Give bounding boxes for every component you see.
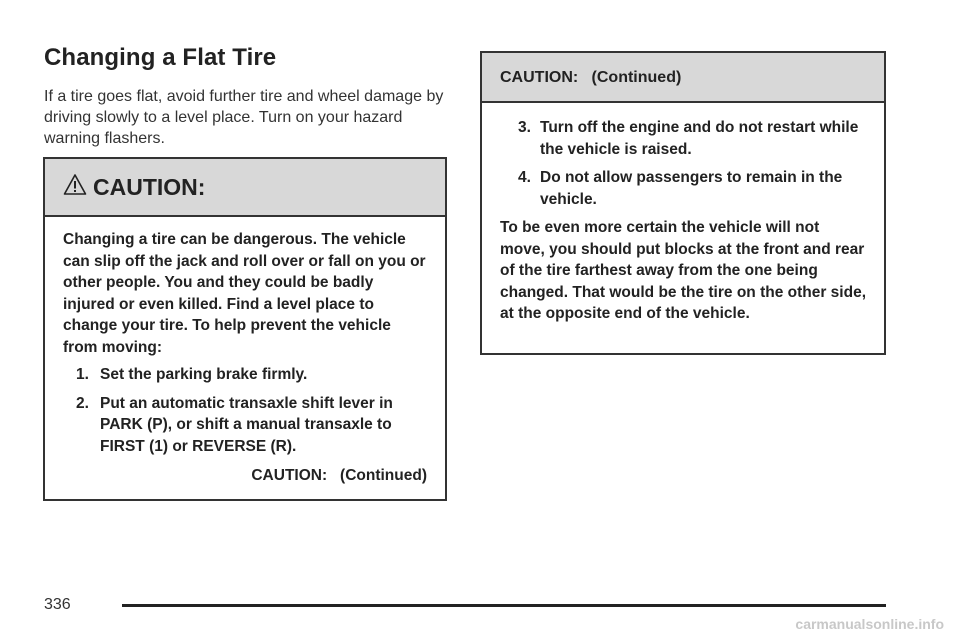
list-item [63, 364, 427, 386]
caution-continued-title: CAUTION: (Continued) [500, 69, 682, 86]
step-number: 1. [76, 366, 89, 383]
step-number: 4. [518, 169, 531, 186]
step-number: 3. [518, 119, 531, 136]
list-item [500, 117, 866, 160]
footer-rule [122, 604, 886, 607]
list-item [500, 167, 866, 210]
step-text: Put an automatic transaxle shift lever in PARK (P), or shift a manual transaxle to FIRST (1) or REVERSE (R). [100, 394, 393, 455]
caution-continued-body [482, 103, 884, 325]
caution-title: CAUTION: [93, 173, 206, 200]
caution-box-header [45, 159, 445, 217]
step-text: Do not allow passengers to remain in the vehicle. [540, 169, 843, 208]
continued-steps [500, 117, 866, 210]
step-text: Set the parking brake firmly. [100, 366, 308, 383]
caution-text: Changing a tire can be dangerous. The vehicle can slip off the jack and roll over or fall on you or other people. You and they could be badly injured or even killed. Find a level place to change your tire. To help prevent the vehicle from moving: [63, 231, 426, 356]
warning-triangle-icon [63, 173, 87, 197]
page-title: Changing a Flat Tire [44, 44, 277, 71]
caution-steps [63, 364, 427, 457]
step-text: Turn off the engine and do not restart while the vehicle is raised. [540, 119, 859, 158]
caution-box [43, 157, 447, 501]
intro-paragraph: If a tire goes flat, avoid further tire and wheel damage by driving slowly to a level place. Turn on your hazard warning flashers. [44, 88, 444, 147]
watermark: carmanualsonline.info [795, 616, 944, 632]
caution-continued-box [480, 51, 886, 355]
step-number: 2. [76, 394, 89, 412]
caution-body [45, 217, 445, 487]
page-number: 336 [44, 596, 71, 613]
caution-continued-header [482, 53, 884, 103]
continued-label: CAUTION: (Continued) [251, 467, 427, 484]
list-item [63, 393, 427, 458]
continued-text: To be even more certain the vehicle will not move, you should put blocks at the front and rear of the tire farthest away from the one being changed. That would be the tire on the other side, at the opposite end of the vehicle. [500, 219, 866, 322]
